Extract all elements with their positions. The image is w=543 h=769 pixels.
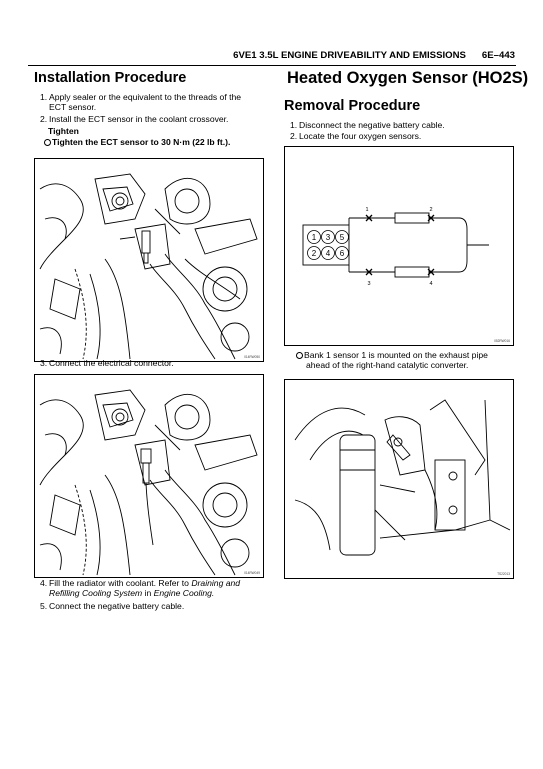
- sensor-label: 3: [367, 281, 371, 287]
- install-step-5: 5. Connect the negative battery cable.: [40, 601, 185, 611]
- exhaust-illustration: [285, 380, 513, 578]
- installation-heading: Installation Procedure: [34, 70, 187, 86]
- sensor-label: 2: [429, 207, 433, 213]
- figure-ect-sensor-install: [34, 158, 264, 362]
- tighten-label: Tighten: [48, 126, 79, 136]
- install-step-2: 2. Install the ECT sensor in the coolant crossover.: [40, 114, 229, 124]
- header-rule: [28, 65, 516, 66]
- figure-code: 052RW016: [494, 339, 510, 343]
- removal-heading: Removal Procedure: [284, 98, 421, 114]
- cylinder-label: 1: [311, 233, 317, 242]
- bank-sensor-note: Bank 1 sensor 1 is mounted on the exhaust pipe ahead of the right-hand catalytic converter.: [296, 350, 488, 370]
- bullet-circle-icon: [296, 352, 303, 359]
- cylinder-label: 2: [311, 249, 317, 258]
- sensor-label: 1: [365, 207, 369, 213]
- catalytic-converter-upper: [395, 213, 429, 223]
- removal-step-2: 2. Locate the four oxygen sensors.: [290, 131, 422, 141]
- engine-illustration-2: [35, 375, 263, 577]
- install-step-3: 3. Connect the electrical connector.: [40, 358, 174, 368]
- figure-ect-connector: [34, 374, 264, 578]
- bullet-circle-icon: [44, 139, 51, 146]
- header-title: 6VE1 3.5L ENGINE DRIVEABILITY AND EMISSIONS: [233, 50, 466, 61]
- cylinder-label: 6: [339, 249, 345, 258]
- page-number: 6E–443: [481, 50, 515, 61]
- cylinder-label: 5: [339, 233, 345, 242]
- figure-oxygen-sensor-locations: [284, 146, 514, 346]
- figure-code: 014RW049: [244, 571, 260, 575]
- install-step-4: 4. Fill the radiator with coolant. Refer to Draining and Refilling Cooling System in Engine Cooling.: [40, 578, 241, 598]
- sensor-marks: [366, 215, 434, 275]
- tighten-spec: Tighten the ECT sensor to 30 N·m (22 lb ft.).: [44, 137, 230, 147]
- figure-code: 014RW050: [244, 355, 260, 359]
- figure-bank1-sensor1: [284, 379, 514, 579]
- page-header: [233, 50, 515, 61]
- section-title: Heated Oxygen Sensor (HO2S): [287, 69, 529, 87]
- install-step-1: 1. Apply sealer or the equivalent to the threads of the ECT sensor.: [40, 92, 242, 112]
- cylinder-label: 4: [325, 249, 331, 258]
- sensor-label: 4: [429, 281, 433, 287]
- removal-step-1: 1. Disconnect the negative battery cable.: [290, 120, 445, 130]
- oxygen-sensor-diagram: [285, 147, 513, 345]
- cylinder-label: 3: [325, 233, 331, 242]
- engine-illustration-1: [35, 159, 263, 361]
- catalytic-converter-lower: [395, 267, 429, 277]
- figure-code: TS22013: [497, 572, 510, 576]
